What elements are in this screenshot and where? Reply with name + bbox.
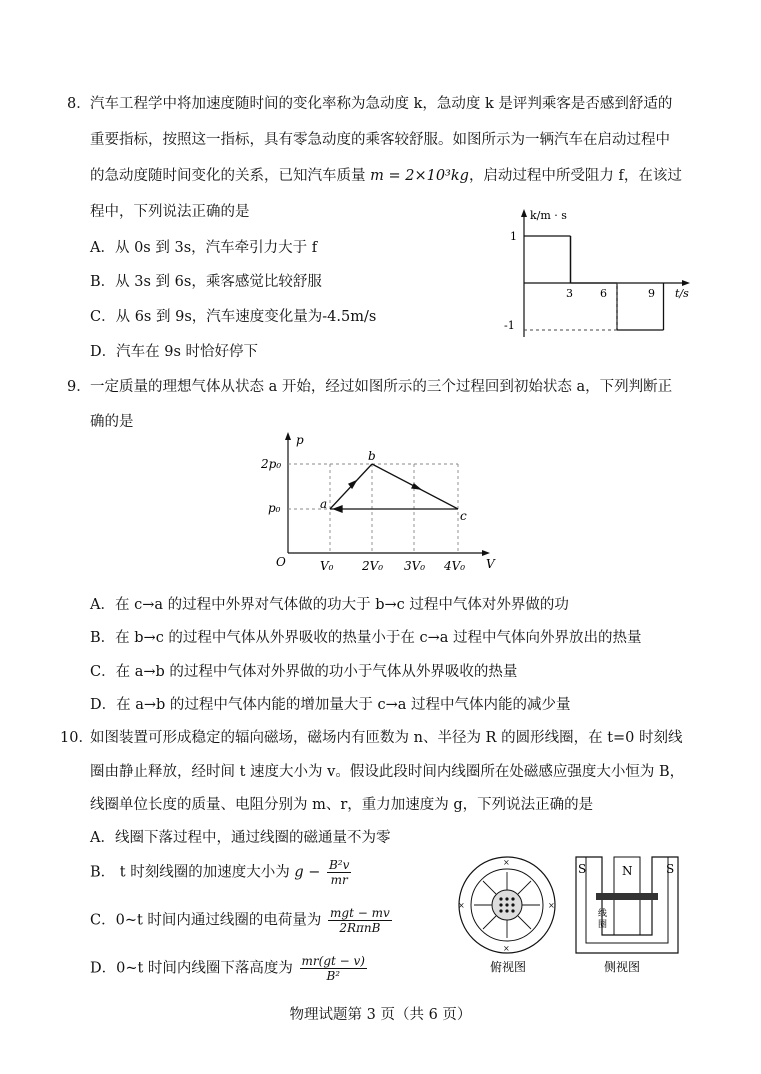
q10-line2: 圈由静止释放，经时间 t 速度大小为 v。假设此段时间内线圈所在处磁感应强度大小恒为 B， <box>90 764 685 780</box>
q10-number: 10． <box>60 730 93 746</box>
q9-xlabel-4v0: 4V₀ <box>444 559 466 573</box>
q10-option-d <box>90 954 367 983</box>
q9-origin: O <box>276 555 286 569</box>
q9-ylabel-2p0: 2p₀ <box>261 457 282 471</box>
q8-x-arrow <box>682 280 690 286</box>
q10-side-label-s-left: S <box>578 862 587 876</box>
q9-xlabel-2v0: 2V₀ <box>362 559 384 573</box>
q8-y-label: k/m · s <box>530 209 567 222</box>
q10-side-view-figure <box>572 853 682 978</box>
q10-coil-label <box>598 907 607 930</box>
svg-text:×: × <box>503 944 510 953</box>
q8-option-d: D．汽车在 9s 时恰好停下 <box>90 344 259 360</box>
q10-optd-text: D．0~t 时间内线圈下落高度为 <box>90 960 293 977</box>
q10-optb-text: B． t 时刻线圈的加速度大小为 <box>90 864 290 881</box>
q9-line2: 确的是 <box>90 414 134 430</box>
q8-line3c: ，启动过程中所受阻力 f，在该过 <box>468 168 682 184</box>
q9-point-b: b <box>368 449 376 463</box>
q8-line3a: 的急动度随时间变化的关系，已知汽车质量 <box>90 168 371 184</box>
q10-optb-fraction <box>327 858 351 887</box>
q10-line3: 线圈单位长度的质量、电阻分别为 m、r，重力加速度为 g，下列说法正确的是 <box>90 797 594 813</box>
q10-side-label-n: N <box>622 864 633 878</box>
svg-text:×: × <box>503 858 510 867</box>
q10-optc-text: C．0~t 时间内通过线圈的电荷量为 <box>90 912 322 929</box>
svg-text:圈: 圈 <box>598 920 608 930</box>
q8-option-a: A．从 0s 到 3s，汽车牵引力大于 f <box>90 240 318 256</box>
q8-y-arrow <box>521 209 527 217</box>
q8-ytick-1: 1 <box>510 230 517 243</box>
page-footer: 物理试题第 3 页（共 6 页） <box>289 1007 472 1023</box>
q9-process-lines <box>330 464 458 512</box>
svg-text:×: × <box>548 901 555 910</box>
q10-optd-num: mr(gt − v) <box>301 954 365 968</box>
q10-optb-den: mr <box>330 873 348 887</box>
q8-option-b: B．从 3s 到 6s，乘客感觉比较舒服 <box>90 274 322 290</box>
q10-option-b <box>90 858 351 887</box>
q8-x-label: t/s <box>675 287 689 300</box>
q9-x-label: V <box>486 557 495 571</box>
q10-option-a: A．线圈下落过程中，通过线圈的磁通量不为零 <box>90 830 391 846</box>
q10-optb-expr: g − <box>294 864 321 881</box>
q8-line1: 汽车工程学中将加速度随时间的变化率称为急动度 k，急动度 k 是评判乘客是否感到舒适的 <box>90 96 673 112</box>
q8-xtick-6: 6 <box>600 287 607 300</box>
q10-top-view-figure <box>452 853 562 978</box>
q9-point-c: c <box>460 509 467 523</box>
q10-optc-fraction <box>328 906 392 935</box>
q10-side-label-s-right: S <box>666 862 675 876</box>
q10-top-caption: 俯视图 <box>490 960 527 974</box>
q8-xtick-9: 9 <box>648 287 655 300</box>
q9-option-b: B．在 b→c 的过程中气体从外界吸收的热量小于在 c→a 过程中气体向外界放出的热量 <box>90 630 642 646</box>
q8-jerk-graph <box>500 205 700 345</box>
q9-y-label: p <box>296 433 304 447</box>
q9-option-d: D．在 a→b 的过程中气体内能的增加量大于 c→a 过程中气体内能的减少量 <box>90 697 571 713</box>
q10-option-c <box>90 906 392 935</box>
q10-optd-fraction <box>300 954 367 983</box>
q9-option-a: A．在 c→a 的过程中外界对气体做的功大于 b→c 过程中气体对外界做的功 <box>90 597 569 613</box>
svg-text:×: × <box>458 901 465 910</box>
q9-y-arrow <box>285 432 291 440</box>
q8-option-c: C．从 6s 到 9s，汽车速度变化量为-4.5m/s <box>90 309 377 325</box>
q9-option-c: C．在 a→b 的过程中气体对外界做的功小于气体从外界吸收的热量 <box>90 664 518 680</box>
q8-mass: m = 2×10³kg <box>370 168 469 184</box>
q9-xlabel-v0: V₀ <box>320 559 334 573</box>
q10-side-caption: 侧视图 <box>604 960 641 974</box>
q8-xtick-3: 3 <box>566 287 573 300</box>
q10-optc-num: mgt − mv <box>330 906 390 920</box>
svg-text:线: 线 <box>598 909 608 919</box>
q9-number: 9． <box>67 379 91 395</box>
q10-optb-num: B²v <box>328 858 350 872</box>
q8-line4: 程中，下列说法正确的是 <box>90 204 250 220</box>
q9-line1: 一定质量的理想气体从状态 a 开始，经过如图所示的三个过程回到初始状态 a，下列判断正 <box>90 379 673 395</box>
q8-line3 <box>90 166 682 186</box>
q8-number: 8． <box>67 96 91 112</box>
q10-line1: 如图装置可形成稳定的辐向磁场，磁场内有匝数为 n、半径为 R 的圆形线圈，在 t=0 时刻线 <box>90 730 683 746</box>
q9-ylabel-p0: p₀ <box>268 501 281 515</box>
q8-line2: 重要指标，按照这一指标，具有零急动度的乘客较舒服。如图所示为一辆汽车在启动过程中 <box>90 132 670 148</box>
q10-optd-den: B² <box>326 969 341 983</box>
q8-ytick-m1: -1 <box>504 319 515 332</box>
q9-point-a: a <box>320 497 328 511</box>
q9-x-arrow <box>482 550 490 556</box>
q9-pv-graph <box>258 428 508 578</box>
q10-optc-den: 2RπnB <box>339 921 381 935</box>
q9-xlabel-3v0: 3V₀ <box>404 559 426 573</box>
